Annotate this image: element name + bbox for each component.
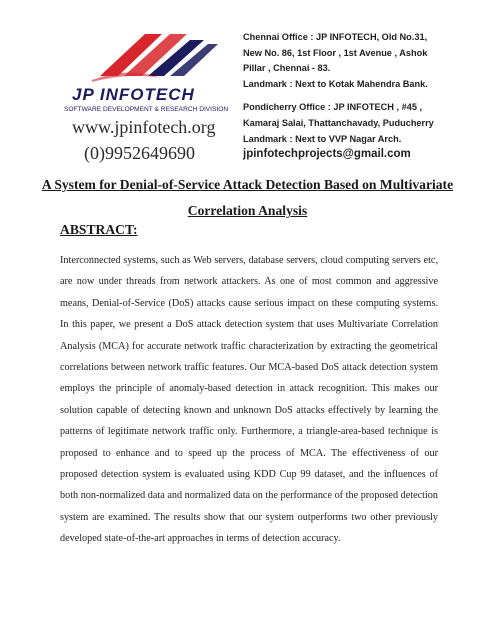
address-spacer [243,92,488,100]
company-email[interactable]: jpinfotechprojects@gmail.com [243,148,411,160]
chennai-address-line: Landmark : Next to Kotak Mahendra Bank. [243,78,428,89]
abstract-text: Interconnected systems, such as Web servers, database servers, cloud computing servers etc, are now under threads from network attackers. As one of most common and aggressive means, Denial-of-Service (DoS) attacks cause serious impact on these computing systems. In this paper, we present a DoS attack detection system that uses Multivariate Correlation Analysis (MCA) for accurate network traffic characterization by extracting the geometrical correlations between network traffic features. Our MCA-based DoS attack detection system employs the principle of anomaly-based detection in attack recognition. This makes our solution capable of detecting known and unknown DoS attacks effectively by learning the patterns of legitimate network traffic only. Furthermore, a triangle-area-based technique is proposed to enhance and to speed up the process of MCA. The effectiveness of our proposed detection system is evaluated using KDD Cup 99 dataset, and the influences of both non-normalized data and normalized data on the performance of the proposed detection system are examined. The results show that our system outperforms two other previously developed state-of-the-art approaches in terms of detection accuracy. [60,255,438,545]
pondicherry-address-line: Landmark : Next to VVP Nagar Arch. [243,133,402,144]
chennai-address-line: Chennai Office : JP INFOTECH, Old No.31, [243,32,428,42]
pondicherry-address-line: Kamaraj Salai, Thattanchavady, Puducherry [243,117,434,128]
company-phone: (0)9952649690 [84,143,195,163]
abstract-heading: ABSTRACT: [60,222,138,237]
jp-infotech-logo-icon [90,26,220,84]
chennai-address-line: Pillar , Chennai - 83. [243,63,331,74]
chennai-address-line: New No. 86, 1st Floor , 1st Avenue , Ashok [243,47,428,58]
office-addresses [243,30,488,147]
company-website[interactable]: www.jpinfotech.org [72,117,216,137]
company-division: SOFTWARE DEVELOPMENT & RESEARCH DIVISION [64,106,229,113]
document-title: A System for Denial-of-Service Attack Detection Based on Multivariate Correlation Analysis [41,177,454,218]
company-logo-block [64,26,234,166]
letterhead [0,0,495,170]
pondicherry-address-line: Pondicherry Office : JP INFOTECH , #45 , [243,102,423,113]
company-name: JP INFOTECH [72,85,195,104]
